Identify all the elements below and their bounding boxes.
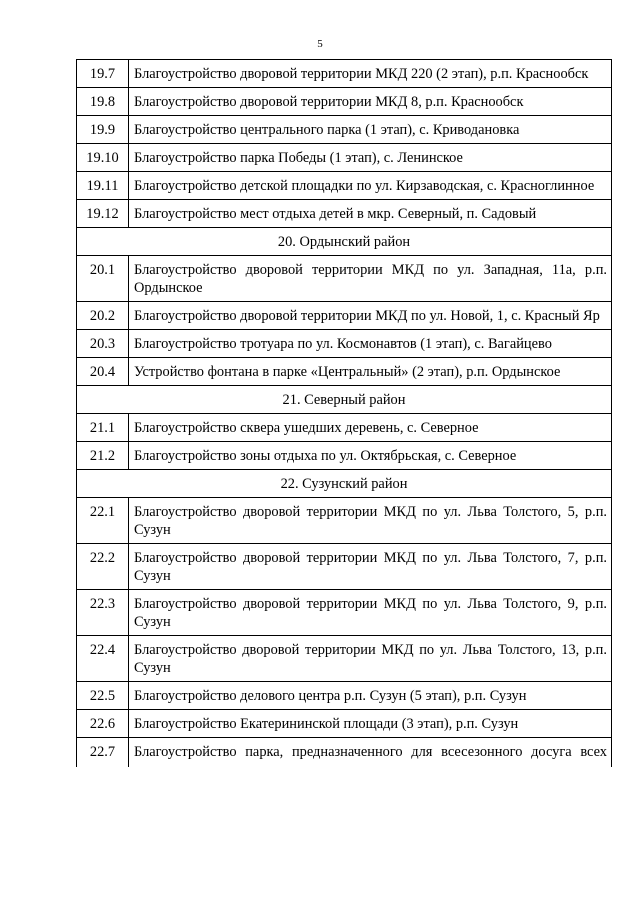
table-row	[77, 88, 612, 116]
table-row	[77, 442, 612, 470]
table-row	[77, 710, 612, 738]
item-number: 22.6	[77, 710, 129, 738]
item-number: 19.12	[77, 200, 129, 228]
item-description: Благоустройство дворовой территории МКД по ул. Льва Толстого, 5, р.п. Сузун	[129, 498, 612, 544]
table-row	[77, 358, 612, 386]
item-description: Благоустройство дворовой территории МКД 8, р.п. Краснообск	[129, 88, 612, 116]
table-row	[77, 636, 612, 682]
item-description: Благоустройство детской площадки по ул. Кирзаводская, с. Красноглинное	[129, 172, 612, 200]
table-row	[77, 738, 612, 768]
projects-table	[76, 59, 612, 767]
section-header-row	[77, 386, 612, 414]
item-description: Благоустройство центрального парка (1 этап), с. Криводановка	[129, 116, 612, 144]
item-description: Благоустройство дворовой территории МКД по ул. Западная, 11а, р.п. Ордынское	[129, 256, 612, 302]
item-number: 21.2	[77, 442, 129, 470]
page-number: 5	[317, 38, 323, 50]
item-description: Благоустройство Екатерининской площади (3 этап), р.п. Сузун	[129, 710, 612, 738]
item-description: Благоустройство мест отдыха детей в мкр. Северный, п. Садовый	[129, 200, 612, 228]
table-row	[77, 330, 612, 358]
item-number: 22.4	[77, 636, 129, 682]
item-number: 22.3	[77, 590, 129, 636]
item-number: 22.5	[77, 682, 129, 710]
item-description: Благоустройство дворовой территории МКД 220 (2 этап), р.п. Краснообск	[129, 60, 612, 88]
item-number: 19.9	[77, 116, 129, 144]
table-row	[77, 302, 612, 330]
item-number: 20.3	[77, 330, 129, 358]
item-description: Благоустройство дворовой территории МКД по ул. Льва Толстого, 7, р.п. Сузун	[129, 544, 612, 590]
table-row	[77, 544, 612, 590]
projects-table-body	[77, 60, 612, 768]
item-number: 22.7	[77, 738, 129, 768]
table-row	[77, 172, 612, 200]
item-number: 19.7	[77, 60, 129, 88]
item-number: 22.1	[77, 498, 129, 544]
item-number: 22.2	[77, 544, 129, 590]
section-title: 22. Сузунский район	[77, 470, 612, 498]
item-description: Благоустройство дворовой территории МКД по ул. Новой, 1, с. Красный Яр	[129, 302, 612, 330]
item-description: Благоустройство парка, предназначенного для всесезонного досуга всех	[129, 738, 612, 768]
table-row	[77, 200, 612, 228]
item-number: 19.10	[77, 144, 129, 172]
section-header-row	[77, 470, 612, 498]
item-number: 20.2	[77, 302, 129, 330]
table-row	[77, 498, 612, 544]
item-number: 19.11	[77, 172, 129, 200]
section-header-row	[77, 228, 612, 256]
item-number: 19.8	[77, 88, 129, 116]
table-row	[77, 144, 612, 172]
item-description: Благоустройство сквера ушедших деревень, с. Северное	[129, 414, 612, 442]
table-row	[77, 60, 612, 88]
item-number: 20.1	[77, 256, 129, 302]
item-description: Устройство фонтана в парке «Центральный» (2 этап), р.п. Ордынское	[129, 358, 612, 386]
table-row	[77, 256, 612, 302]
item-number: 20.4	[77, 358, 129, 386]
table-row	[77, 116, 612, 144]
item-description: Благоустройство зоны отдыха по ул. Октябрьская, с. Северное	[129, 442, 612, 470]
item-description: Благоустройство парка Победы (1 этап), с. Ленинское	[129, 144, 612, 172]
item-number: 21.1	[77, 414, 129, 442]
item-description: Благоустройство делового центра р.п. Сузун (5 этап), р.п. Сузун	[129, 682, 612, 710]
section-title: 21. Северный район	[77, 386, 612, 414]
item-description: Благоустройство дворовой территории МКД по ул. Льва Толстого, 9, р.п. Сузун	[129, 590, 612, 636]
table-row	[77, 682, 612, 710]
item-description: Благоустройство дворовой территории МКД по ул. Льва Толстого, 13, р.п. Сузун	[129, 636, 612, 682]
section-title: 20. Ордынский район	[77, 228, 612, 256]
item-description: Благоустройство тротуара по ул. Космонавтов (1 этап), с. Вагайцево	[129, 330, 612, 358]
table-row	[77, 590, 612, 636]
table-row	[77, 414, 612, 442]
